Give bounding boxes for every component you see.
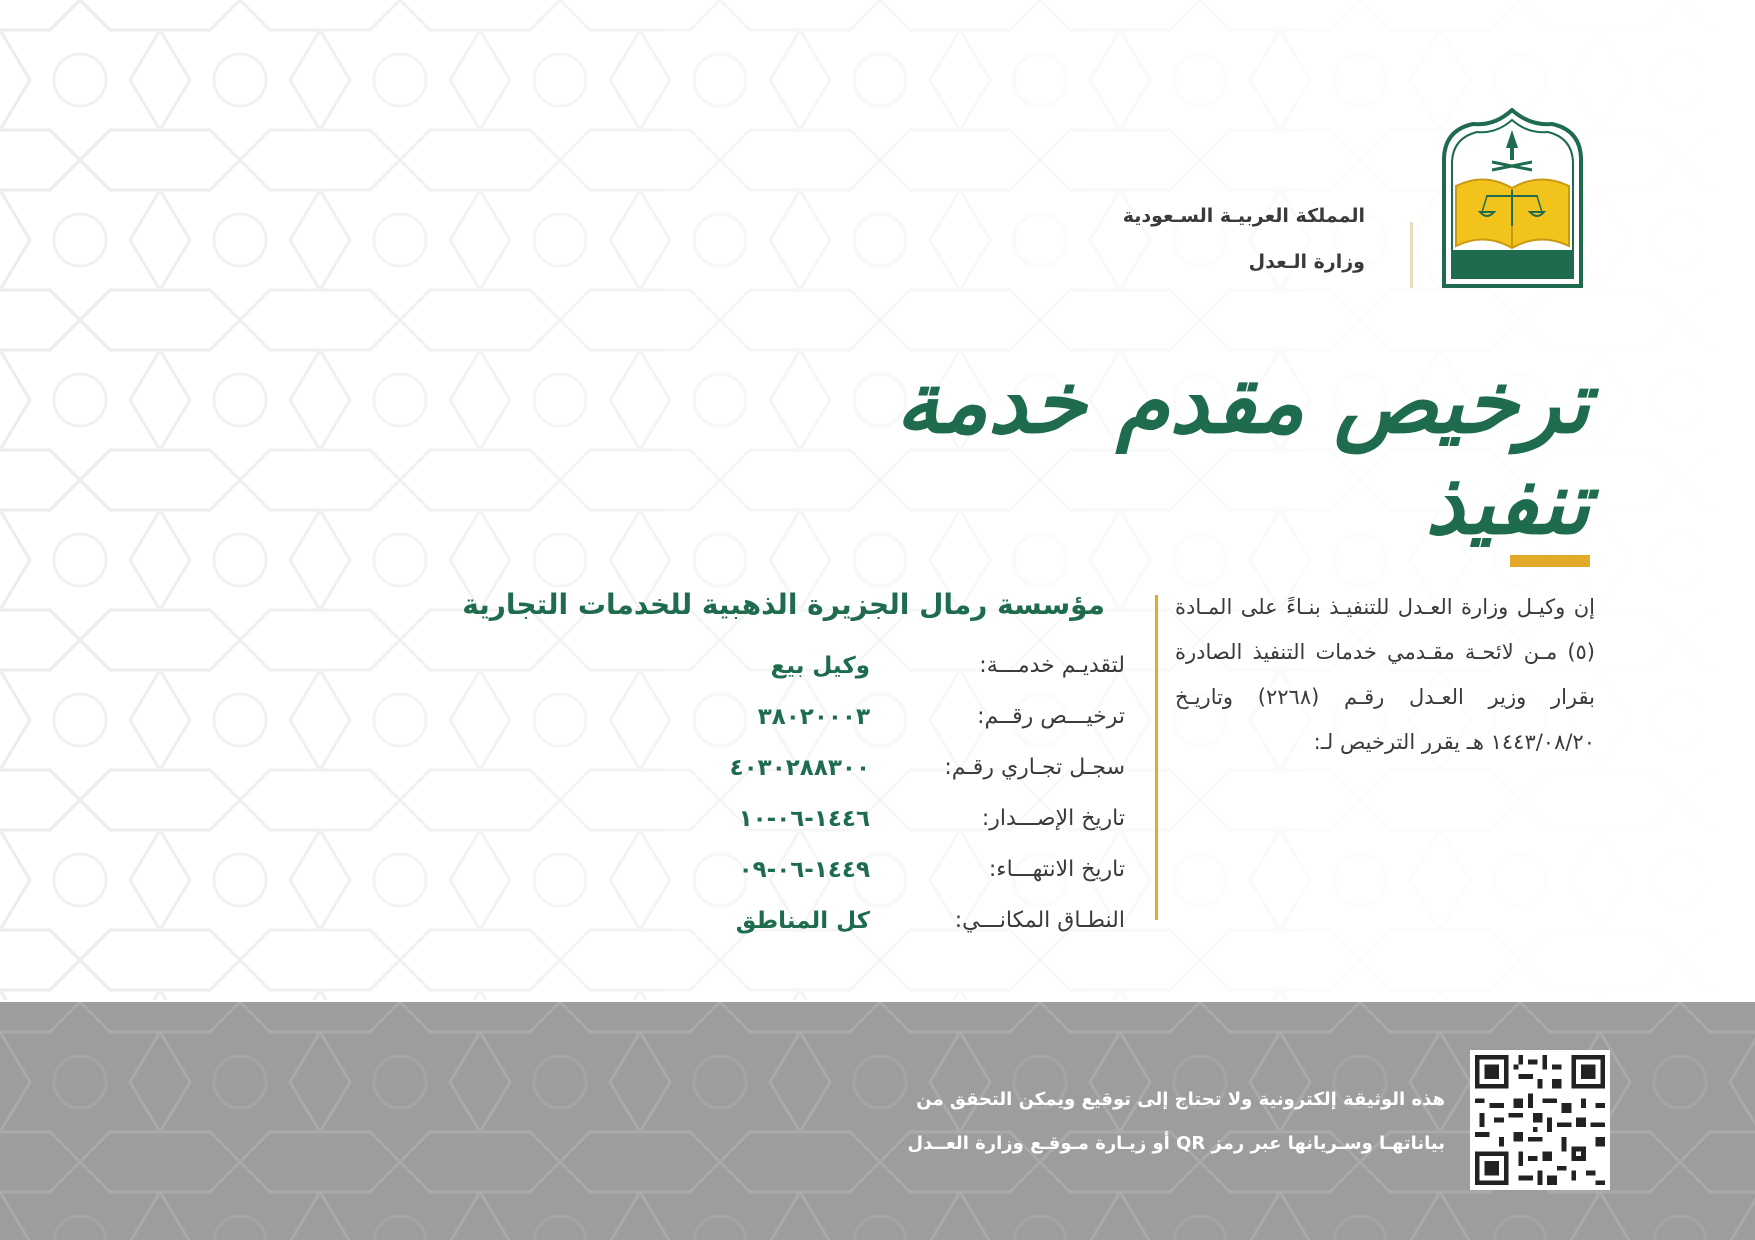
detail-value: كل المناطق xyxy=(735,907,870,934)
detail-row-issue-date xyxy=(425,793,1125,844)
header-divider xyxy=(1410,222,1413,288)
gold-divider-line xyxy=(1155,595,1158,920)
detail-row-license-number xyxy=(425,691,1125,742)
licensee-name: مؤسسة رمال الجزيرة الذهبية للخدمات التجارية xyxy=(462,588,1105,621)
verification-line-2: بياناتهـا وسـريانها عبر رمز QR أو زيـارة مـوقـع وزارة العــدل xyxy=(907,1133,1445,1154)
detail-label: لتقديـم خدمـــة: xyxy=(979,653,1125,678)
detail-row-commercial-register xyxy=(425,742,1125,793)
detail-label: ترخيـــص رقــم: xyxy=(977,704,1125,729)
ministry-name: وزارة الـعدل xyxy=(1248,251,1365,273)
detail-label: النطـاق المكانـــي: xyxy=(954,908,1125,933)
gold-accent-bar xyxy=(1510,555,1590,567)
detail-value: ١٤٤٩-٠٦-٠٩ xyxy=(738,856,870,883)
verification-line-1: هذه الوثيقة إلكترونية ولا تحتاج إلى توقيع ويمكن التحقق من xyxy=(916,1089,1445,1110)
detail-label: سجـل تجـاري رقـم: xyxy=(944,755,1125,780)
detail-row-service xyxy=(425,640,1125,691)
ministry-header xyxy=(945,205,1365,273)
detail-row-expiry-date xyxy=(425,844,1125,895)
detail-value: ١٤٤٦-٠٦-١٠ xyxy=(738,805,870,832)
verification-note xyxy=(745,1078,1445,1166)
detail-value: ٤٠٣٠٢٨٨٣٠٠ xyxy=(729,754,870,781)
detail-value: ٣٨٠٢٠٠٠٣ xyxy=(757,703,870,730)
license-details xyxy=(425,640,1125,946)
country-name: المملكة العربيـة السـعودية xyxy=(1122,205,1365,227)
ministry-emblem-logo xyxy=(1440,108,1585,288)
detail-value: وكيل بيع xyxy=(770,652,870,679)
detail-label: تاريخ الإصـــدار: xyxy=(981,806,1125,831)
qr-code[interactable] xyxy=(1470,1050,1610,1190)
detail-row-scope xyxy=(425,895,1125,946)
license-title: ترخيص مقدم خدمة تنفيذ xyxy=(895,352,1590,554)
intro-paragraph: إن وكيـل وزارة العـدل للتنفيـذ بنـاءً على المـادة (٥) مـن لائحـة مقـدمي خدمات التنفيذ الصادرة بقرار وزير العـدل رقـم (٢٢٦٨) وتاريـخ ١٤٤٣/٠٨/٢٠ هـ يقرر الترخيص لـ: xyxy=(1175,595,1595,754)
detail-label: تاريخ الانتهـــاء: xyxy=(988,857,1125,882)
